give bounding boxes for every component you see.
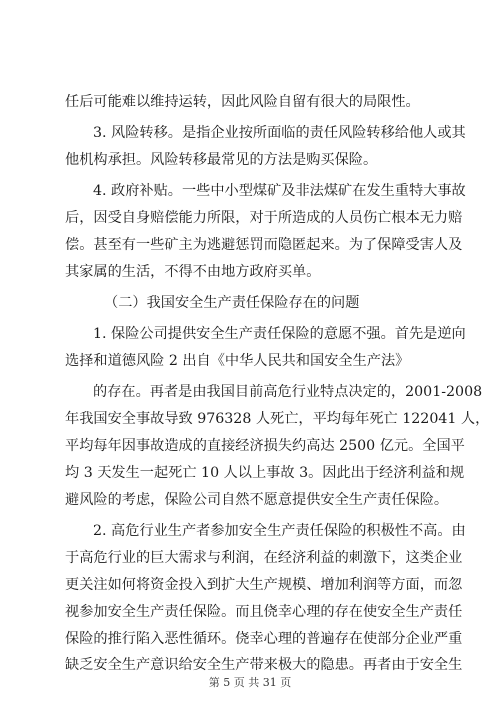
paragraph-line: 均 3 天发生一起死亡 10 人以上事故 3。因此出于经济利益和规 bbox=[65, 465, 465, 481]
paragraph-line: 4. 政府补贴。一些中小型煤矿及非法煤矿在发生重特大事故 bbox=[93, 183, 466, 199]
paragraph-line: 2. 高危行业生产者参加安全生产责任保险的积极性不高。由 bbox=[93, 523, 466, 539]
paragraph-line: 于高危行业的巨大需求与利润，在经济利益的刺激下，这类企业 bbox=[65, 550, 463, 566]
section-heading: （二）我国安全生产责任保险存在的问题 bbox=[104, 295, 360, 311]
paragraph-line: 后，因受自身赔偿能力所限，对于所造成的人员伤亡根本无力赔 bbox=[65, 210, 463, 226]
paragraph-line: 年我国安全事故导致 976328 人死亡，平均每年死亡 122041 人， bbox=[65, 411, 490, 427]
paragraph-line: 任后可能难以维持运转，因此风险自留有很大的局限性。 bbox=[65, 94, 420, 110]
paragraph-line: 保险的推行陷入恶性循环。侥幸心理的普遍存在使部分企业严重 bbox=[65, 631, 463, 647]
paragraph-line: 平均每年因事故造成的直接经济损失约高达 2500 亿元。全国平 bbox=[65, 438, 465, 454]
paragraph-line: 缺乏安全生产意识给安全生产带来极大的隐患。再者由于安全生 bbox=[65, 657, 463, 673]
paragraph-line: 选择和道德风险 2 出自《中华人民共和国安全生产法》 bbox=[65, 353, 410, 369]
paragraph-line: 更关注如何将资金投入到扩大生产规模、增加利润等方面，而忽 bbox=[65, 577, 463, 593]
paragraph-line: 偿。甚至有一些矿主为逃避惩罚而隐匿起来。为了保障受害人及 bbox=[65, 237, 463, 253]
paragraph-line: 3. 风险转移。是指企业按所面临的责任风险转移给他人或其 bbox=[93, 125, 466, 141]
paragraph-line: 他机构承担。风险转移最常见的方法是购买保险。 bbox=[65, 152, 378, 168]
page-footer: 第 5 页 共 31 页 bbox=[208, 676, 292, 689]
paragraph-line: 视参加安全生产责任保险。而且侥幸心理的存在使安全生产责任 bbox=[65, 604, 463, 620]
paragraph-line: 1. 保险公司提供安全生产责任保险的意愿不强。首先是逆向 bbox=[93, 326, 466, 342]
paragraph-line: 避风险的考虑，保险公司自然不愿意提供安全生产责任保险。 bbox=[65, 492, 449, 508]
paragraph-line: 的存在。再者是由我国目前高危行业特点决定的，2001-2008 bbox=[93, 384, 483, 400]
paragraph-line: 其家属的生活，不得不由地方政府买单。 bbox=[65, 264, 321, 280]
